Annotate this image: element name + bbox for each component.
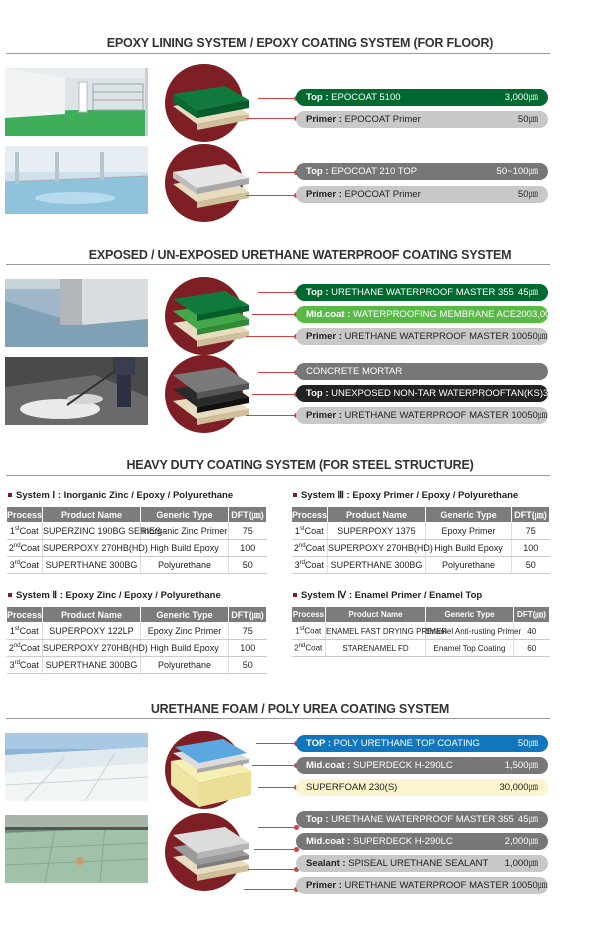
bullet-icon — [8, 493, 12, 497]
photo-rooftop — [5, 279, 148, 347]
connector — [258, 292, 296, 293]
connector — [246, 118, 296, 119]
table-row: 1stCoat SUPERPOXY 1375 Epoxy Primer 75 — [292, 523, 550, 540]
photo-roof-foam — [5, 733, 148, 801]
bullet-icon — [293, 593, 297, 597]
table-row: 2ndCoat SUPERPOXY 270HB(HD) High Build Epoxy 100 — [292, 540, 550, 557]
layer-label: Primer : URETHANE WATERPROOF MASTER 100 50㎛ — [296, 877, 548, 894]
connector — [256, 743, 296, 744]
table-row: 1stCoat SUPERPOXY 122LP Epoxy Zinc Primer 75 — [7, 623, 267, 640]
section-title-heavy-duty: HEAVY DUTY COATING SYSTEM (FOR STEEL STRUCTURE) — [126, 458, 474, 472]
table-row: 1stCoat SUPERZINC 190BG SERIES Inorganic Zinc Primer 75 — [7, 523, 267, 540]
layer-diagram-urethane-a — [165, 277, 260, 355]
layer-diagram-epoxy-a — [165, 64, 260, 142]
divider — [6, 53, 550, 54]
photo-clean-room — [5, 68, 148, 136]
connector — [258, 787, 296, 788]
connector — [258, 372, 296, 373]
divider — [6, 718, 550, 719]
layer-label: Top : UNEXPOSED NON-TAR WATERPROOFTAN(KS) 3,000㎛ — [296, 385, 548, 402]
connector — [248, 869, 296, 870]
layer-label: Mid.coat : WATERPROOFING MEMBRANE ACE200 3,000㎛ — [296, 306, 548, 323]
layer-label: Mid.coat : SUPERDECK H-290LC 1,500㎛ — [296, 757, 548, 774]
connector — [246, 415, 296, 416]
table-row: 2ndCoat SUPERPOXY 270HB(HD) High Build Epoxy 100 — [7, 640, 267, 657]
bullet-icon — [293, 493, 297, 497]
layer-label: Primer : EPOCOAT Primer 50㎛ — [296, 186, 548, 203]
spec-table: Process Product Name Generic Type DFT(㎛) 1stCoat SUPERPOXY 1375 Epoxy Primer 75 2ndCoat SUPERPOXY 270HB(HD) High Build Epoxy 100 3rdCoat SUPERTHANE 300BG Polyurethane 50 — [291, 506, 550, 574]
section-title-foam: URETHANE FOAM / POLY UREA COATING SYSTEM — [150, 702, 450, 716]
layer-diagram-urethane-b — [165, 355, 260, 433]
connector — [246, 195, 296, 196]
system-title: System Ⅰ : Inorganic Zinc / Epoxy / Polyurethane — [8, 490, 233, 501]
table-row: 2ndCoat SUPERPOXY 270HB(HD) High Build Epoxy 100 — [7, 540, 267, 557]
divider — [6, 264, 550, 265]
table-row: 3rdCoat SUPERTHANE 300BG Polyurethane 50 — [292, 557, 550, 574]
layer-label: CONCRETE MORTAR — [296, 363, 548, 380]
layer-label: TOP : POLY URETHANE TOP COATING 50㎛ — [296, 735, 548, 752]
section-title-urethane: EXPOSED / UN-EXPOSED URETHANE WATERPROOF COATING SYSTEM — [88, 248, 512, 262]
system-title: System Ⅳ : Enamel Primer / Enamel Top — [293, 590, 482, 601]
bullet-icon — [8, 593, 12, 597]
layer-label: Primer : URETHANE WATERPROOF MASTER 100 50㎛ — [296, 328, 548, 345]
photo-deck-coating — [5, 815, 148, 883]
connector — [254, 849, 296, 850]
table-row: 1stCoat ENAMEL FAST DRYING PRIMER Enamel Anti-rusting Primer 40 — [292, 623, 550, 640]
layer-label: Top : URETHANE WATERPROOF MASTER 355 45㎛ — [296, 284, 548, 301]
layer-diagram-epoxy-b — [165, 144, 260, 222]
photo-coating-worker — [5, 357, 148, 425]
spec-table: Process Product Name Generic Type DFT(㎛) 1stCoat SUPERZINC 190BG SERIES Inorganic Zinc Primer 75 2ndCoat SUPERPOXY 270HB(HD) High Build Epoxy 100 3rdCoat SUPERTHANE 300BG Polyurethane 50 — [6, 506, 267, 574]
connector — [258, 172, 296, 173]
layer-label: Top : EPOCOAT 210 TOP 50~100㎛ — [296, 163, 548, 180]
connector — [258, 98, 296, 99]
spec-table: Process Product Name Generic Type DFT(㎛) 1stCoat SUPERPOXY 122LP Epoxy Zinc Primer 75 2ndCoat SUPERPOXY 270HB(HD) High Build Epoxy 100 3rdCoat SUPERTHANE 300BG Polyurethane 50 — [6, 606, 267, 674]
layer-label: Primer : EPOCOAT Primer 50㎛ — [296, 111, 548, 128]
layer-diagram-foam-b — [165, 813, 260, 891]
system-title: System Ⅱ : Epoxy Zinc / Epoxy / Polyurethane — [8, 590, 221, 601]
layer-label: Top : URETHANE WATERPROOF MASTER 355 45㎛ — [296, 811, 548, 828]
connector — [244, 889, 296, 890]
layer-label: Primer : URETHANE WATERPROOF MASTER 100 50㎛ — [296, 407, 548, 424]
table-row: 2ndCoat STARENAMEL FD Enamel Top Coating 60 — [292, 640, 550, 657]
layer-label: Mid.coat : SUPERDECK H-290LC 2,000㎛ — [296, 833, 548, 850]
layer-label: SUPERFOAM 230(S) 30,000㎛ — [296, 779, 548, 796]
connector — [252, 394, 296, 395]
photo-warehouse-floor — [5, 146, 148, 214]
system-title: System Ⅲ : Epoxy Primer / Epoxy / Polyurethane — [293, 490, 518, 501]
layer-label: Sealant : SPISEAL URETHANE SEALANT 1,000㎛ — [296, 855, 548, 872]
divider — [6, 475, 550, 476]
section-title-epoxy: EPOXY LINING SYSTEM / EPOXY COATING SYSTEM (FOR FLOOR) — [106, 36, 494, 50]
layer-label: Top : EPOCOAT 5100 3,000㎛ — [296, 89, 548, 106]
connector — [252, 314, 296, 315]
connector — [258, 827, 296, 828]
layer-diagram-foam-a — [165, 731, 260, 809]
spec-table: Process Product Name Generic Type DFT(㎛) 1stCoat ENAMEL FAST DRYING PRIMER Enamel Anti-rusting Primer 40 2ndCoat STARENAMEL FD Enamel Top Coating 60 — [291, 606, 550, 657]
connector — [252, 765, 296, 766]
table-row: 3rdCoat SUPERTHANE 300BG Polyurethane 50 — [7, 657, 267, 674]
table-row: 3rdCoat SUPERTHANE 300BG Polyurethane 50 — [7, 557, 267, 574]
connector — [246, 336, 296, 337]
